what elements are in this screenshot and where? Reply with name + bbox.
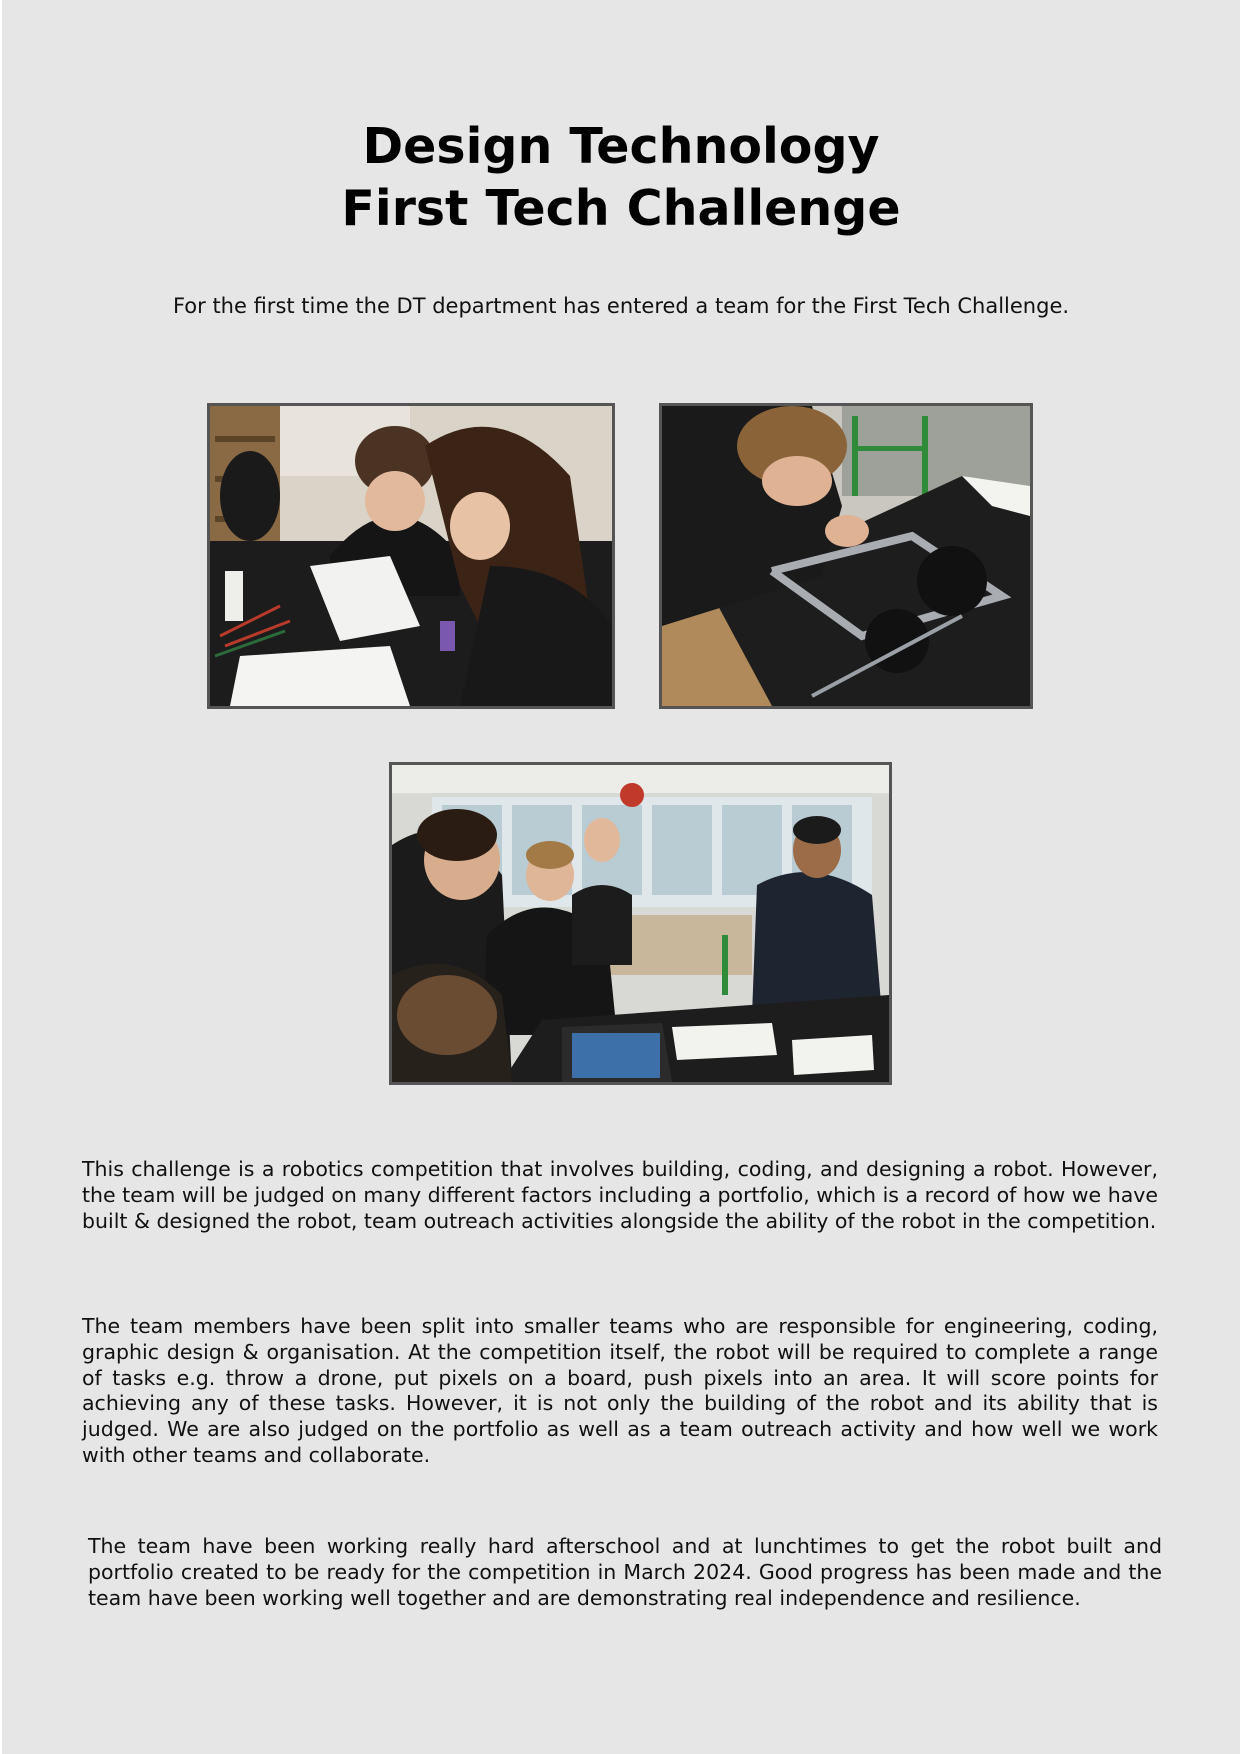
page-title <box>2 116 1240 240</box>
title-line-1: Design Technology <box>362 118 880 175</box>
photo-robot-assembly <box>659 403 1033 709</box>
intro-text: For the first time the DT department has entered a team for the First Tech Challenge. <box>172 294 1070 318</box>
photo-robot-assembly-image <box>662 406 1030 706</box>
photo-team-meeting <box>389 762 892 1085</box>
paragraph-progress: The team have been working really hard afterschool and at lunchtimes to get the robot built and portfolio created to be ready for the competition in March 2024. Good progress has been made and the team have been working well together and are demonstrating real independence and resilience. <box>88 1534 1162 1610</box>
photo-team-meeting-image <box>392 765 889 1082</box>
photo-students-sketching <box>207 403 615 709</box>
title-line-2: First Tech Challenge <box>341 180 901 237</box>
newsletter-page <box>2 0 1240 1754</box>
paragraph-team-roles: The team members have been split into smaller teams who are responsible for engineering, coding, graphic design & organisation. At the competition itself, the robot will be required to complete a range of tasks e.g. throw a drone, put pixels on a board, push pixels into an area. It will score points for achieving any of these tasks. However, it is not only the building of the robot and its ability that is judged. We are also judged on the portfolio as well as a team outreach activity and how well we work with other teams and collaborate. <box>82 1314 1158 1467</box>
photo-students-sketching-image <box>210 406 612 706</box>
paragraph-competition-overview: This challenge is a robotics competition that involves building, coding, and designing a robot. However, the team will be judged on many different factors including a portfolio, which is a record of how we have built & designed the robot, team outreach activities alongside the ability of the robot in the competition. <box>82 1157 1158 1233</box>
